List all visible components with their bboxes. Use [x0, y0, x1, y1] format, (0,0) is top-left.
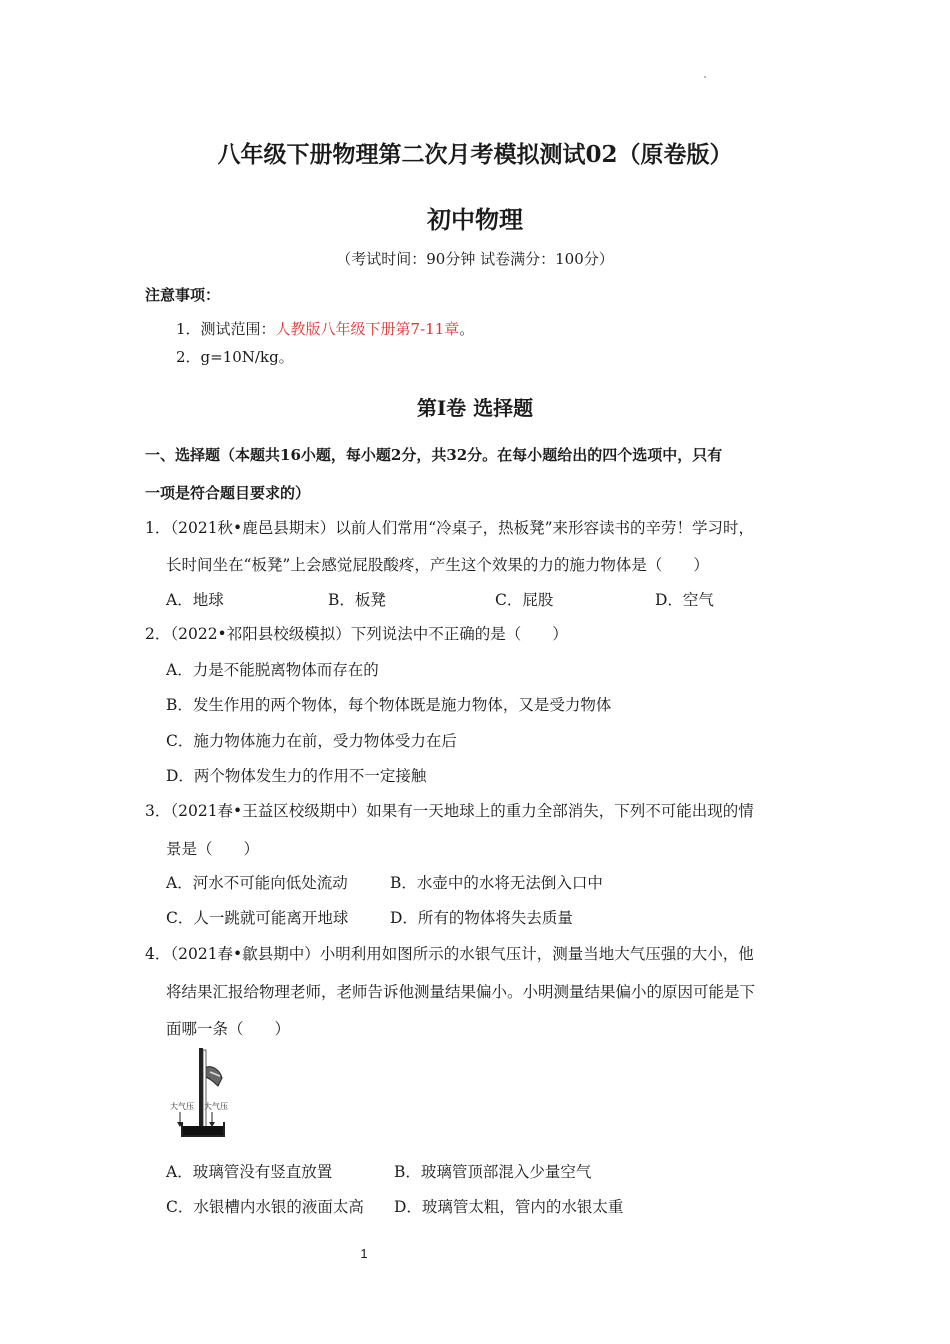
question-2-option-b: B．发生作用的两个物体，每个物体既是施力物体，又是受力物体 [166, 696, 612, 714]
note-item-1-prefix: 1．测试范围： [176, 320, 276, 338]
question-1-line1: 1．（2021秋•鹿邑县期末）以前人们常用“冷桌子，热板凳”来形容读书的辛劳！学习时， [145, 519, 755, 537]
exam-info: （考试时间：90分钟 试卷满分：100分） [336, 250, 614, 268]
barometer-figure [166, 1046, 238, 1138]
question-3-option-d: D．所有的物体将失去质量 [390, 909, 573, 927]
question-1-option-b: B．板凳 [328, 591, 386, 609]
section-title: 第Ⅰ卷 选择题 [416, 396, 534, 420]
question-1-option-d: D．空气 [655, 591, 714, 609]
question-1-option-a: A．地球 [166, 591, 224, 609]
question-4-line2: 将结果汇报给物理老师，老师告诉他测量结果偏小。小明测量结果偏小的原因可能是下 [166, 983, 756, 1001]
note-item-2: 2．g=10N/kg。 [176, 348, 294, 366]
question-1-option-c: C．屁股 [495, 591, 554, 609]
question-3-option-b: B．水壶中的水将无法倒入口中 [390, 874, 603, 892]
question-4-line3: 面哪一条（ ） [166, 1020, 291, 1038]
question-4-line1: 4．（2021春•歙县期中）小明利用如图所示的水银气压计，测量当地大气压强的大小，他 [145, 945, 754, 963]
document-title: 八年级下册物理第二次月考模拟测试02（原卷版） [217, 141, 733, 168]
question-3-option-a: A．河水不可能向低处流动 [166, 874, 348, 892]
question-3-line2: 景是（ ） [166, 840, 260, 858]
question-4-option-b: B．玻璃管顶部混入少量空气 [394, 1163, 592, 1181]
question-3-line1: 3．（2021春•王益区校级期中）如果有一天地球上的重力全部消失，下列不可能出现的情 [145, 802, 754, 820]
question-2-line1: 2．（2022•祁阳县校级模拟）下列说法中不正确的是（ ） [145, 625, 568, 643]
document-subtitle: 初中物理 [427, 206, 523, 234]
corner-mark [704, 76, 706, 78]
figure-label-right: 大气压 [204, 1102, 228, 1111]
question-2-option-a: A．力是不能脱离物体而存在的 [166, 661, 379, 679]
question-1-line2: 长时间坐在“板凳”上会感觉屁股酸疼，产生这个效果的力的施力物体是（ ） [166, 556, 709, 574]
note-item-1-highlight: 人教版八年级下册第7-11章 [275, 320, 460, 338]
question-3-option-c: C．人一跳就可能离开地球 [166, 909, 349, 927]
question-2-option-d: D．两个物体发生力的作用不一定接触 [166, 767, 427, 785]
question-4-option-a: A．玻璃管没有竖直放置 [166, 1163, 333, 1181]
note-item-1 [176, 318, 474, 339]
figure-label-left: 大气压 [170, 1102, 194, 1111]
question-4-option-c: C．水银槽内水银的液面太高 [166, 1198, 364, 1216]
part-heading-line1: 一、选择题（本题共16小题，每小题2分，共32分。在每小题给出的四个选项中，只有 [145, 446, 723, 464]
barometer-icon [166, 1046, 238, 1138]
question-2-option-c: C．施力物体施力在前，受力物体受力在后 [166, 732, 457, 750]
part-heading-line2: 一项是符合题目要求的） [145, 484, 311, 502]
note-item-1-suffix: 。 [459, 320, 475, 338]
page-number: 1 [360, 1246, 368, 1261]
notes-heading: 注意事项： [145, 286, 221, 304]
question-4-option-d: D．玻璃管太粗，管内的水银太重 [394, 1198, 624, 1216]
